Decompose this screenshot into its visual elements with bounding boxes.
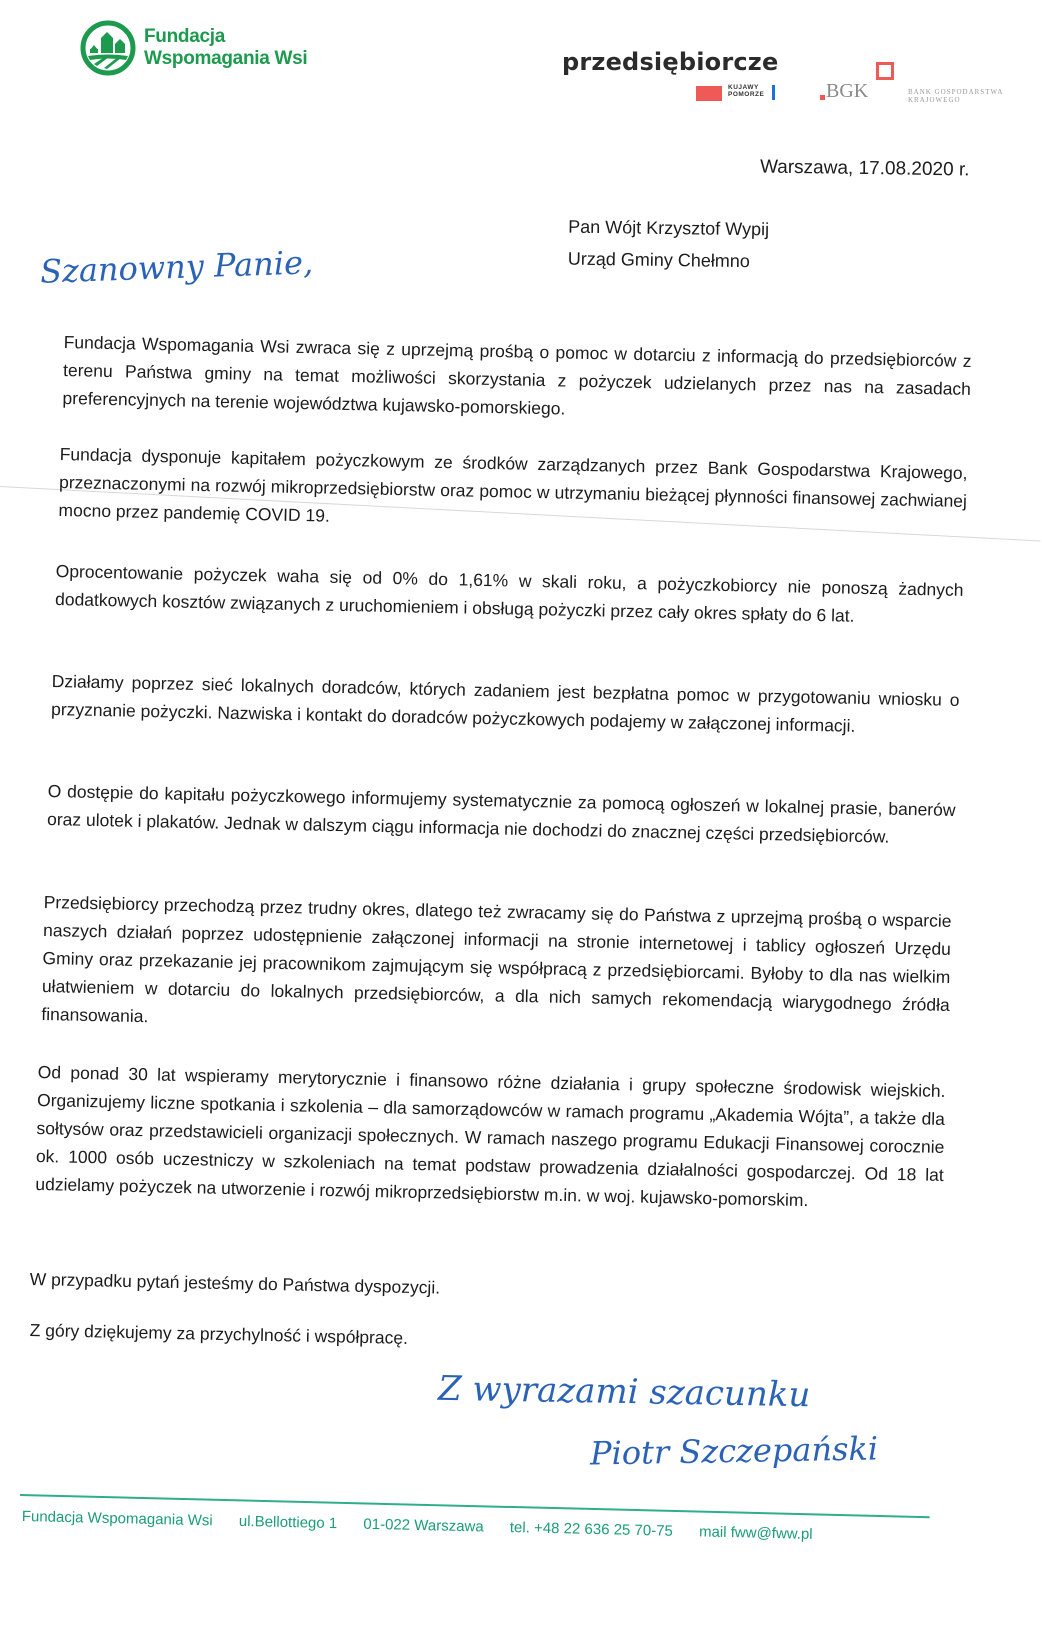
fww-logo-line2: Wspomagania Wsi [144, 48, 308, 69]
paragraph-history: Od ponad 30 lat wspieramy merytorycznie i finansowo różne działania i grupy społeczne środowisk wiejskich. Organizujemy liczne spotkania i szkolenia – dla samorządowców w ramach programu „Akademia Wójta”, a także dla sołtysów oraz przedstawicieli organizacji społecznych. W ramach naszego programu Edukacji Finansowej corocznie ok. 1000 osób uczestniczy w szkoleniach na temat podstaw prowadzenia działalności gospodarczej. Od 18 lat udzielamy pożyczek na utworzenie i rozwój mikroprzedsiębiorstw m.in. w woj. kujawsko-pomorskim. [35, 1061, 946, 1211]
bgk-full-line2: KRAJOWEGO [908, 96, 961, 104]
fww-logo-text [144, 26, 307, 70]
recipient-name: Pan Wójt Krzysztof Wypij [568, 216, 770, 240]
bgk-square-icon [876, 62, 894, 80]
przedsiebiorcze-red-block [696, 86, 722, 101]
bgk-logo-fullname [908, 88, 1003, 104]
handwritten-signature: Piotr Szczepański [589, 1429, 879, 1473]
footer-org: Fundacja Wspomagania Wsi [21, 1508, 213, 1530]
paragraph-promotion: O dostępie do kapitału pożyczkowego informujemy systematycznie za pomocą ogłoszeń w lokalnej prasie, banerów oraz ulotek i plakatów. Jednak w dalszym ciągu informacja nie dochodzi do znacznej części przedsiębiorców. [46, 780, 956, 847]
handwritten-closing: Z wyrazami szacunku [437, 1368, 811, 1416]
footer-street: ul.Bellottiego 1 [238, 1512, 338, 1533]
recipient-office: Urząd Gminy Chełmno [567, 248, 750, 272]
przedsiebiorcze-region [728, 84, 764, 98]
paragraph-interest: Oprocentowanie pożyczek waha się od 0% do 1,61% w skali roku, a pożyczkobiorcy nie ponoszą żadnych dodatkowych kosztów związanych z uruchomieniem i obsługą pożyczki przez cały okres spłaty do 6 lat. [54, 560, 964, 626]
paragraph-capital: Fundacja dysponuje kapitałem pożyczkowym ze środków zarządzanych przez Bank Gospodarstwa Krajowego, przeznaczonymi na rozwój mikroprzedsiębiorstw oraz pomoc w utrzymaniu bieżącej płynności finansowej zachwianej mocno przez pandemię COVID 19. [58, 443, 968, 526]
paragraph-advisors: Działamy poprzez sieć lokalnych doradców, których zadaniem jest bezpłatna pomoc w przygotowaniu wniosku o przyznanie pożyczki. Nazwiska i kontakt do doradców pożyczkowych podajemy w załączonej informacji. [50, 670, 960, 736]
footer-postal-city: 01-022 Warszawa [363, 1515, 484, 1536]
place-date: Warszawa, 17.08.2020 r. [759, 156, 970, 181]
footer-email: mail fww@fww.pl [698, 1523, 813, 1543]
paragraph-questions: W przypadku pytań jesteśmy do Państwa dyspozycji. [29, 1268, 441, 1298]
handwritten-salutation: Szanowny Panie, [39, 243, 314, 291]
region-line1: KUJAWY [728, 84, 759, 91]
fww-logo [80, 20, 320, 80]
region-line2: POMORZE [728, 91, 765, 98]
bgk-full-line1: BANK GOSPODARSTWA [908, 88, 1004, 96]
bgk-red-dot [820, 95, 825, 100]
przedsiebiorcze-logo [562, 48, 782, 108]
bgk-logo-abbr: BGK [826, 80, 869, 102]
village-fields-icon [80, 20, 136, 76]
bgk-logo [820, 60, 1040, 120]
fww-logo-line1: Fundacja [144, 26, 226, 47]
przedsiebiorcze-blue-bar [772, 85, 775, 100]
paragraph-support-request: Przedsiębiorcy przechodzą przez trudny okres, dlatego też zwracamy się do Państwa z uprzejmą prośbą o wsparcie naszych działań poprzez udostępnienie załączonej informacji na stronie internetowej i tablicy ogłoszeń Urzędu Gminy oraz przekazanie jej pracownikom zajmującym się współpracą z przedsiębiorcami. Byłoby to dla nas wielkim ułatwieniem w dotarciu do lokalnych przedsiębiorców, a dla nich samych rekomendacją wiarygodnego źródła finansowania. [41, 891, 952, 1027]
recipient-block [568, 211, 770, 278]
paragraph-request: Fundacja Wspomagania Wsi zwraca się z uprzejmą prośbą o pomoc w dotarciu z informacją do przedsiębiorców z terenu Państwa gminy na temat możliwości skorzystania z pożyczek udzielanych przez nas na zasadach preferencyjnych na terenie województwa kujawsko-pomorskiego. [62, 331, 972, 419]
przedsiebiorcze-logo-word: przedsiębiorcze [562, 48, 779, 76]
paragraph-thanks: Z góry dziękujemy za przychylność i współpracę. [29, 1319, 409, 1348]
footer-phone: tel. +48 22 636 25 70-75 [509, 1519, 674, 1540]
